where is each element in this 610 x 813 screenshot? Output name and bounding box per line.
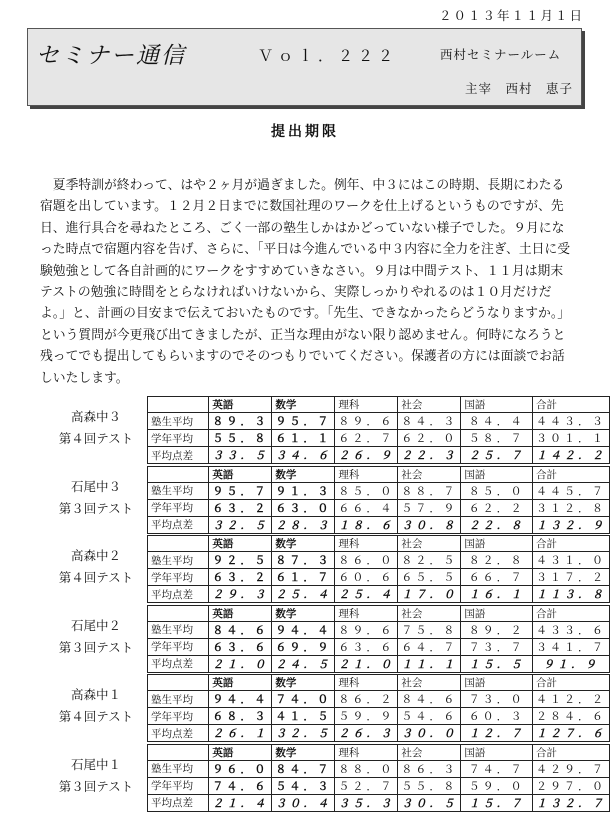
column-header: 数学 <box>272 536 335 552</box>
score-cell: ４１２．２ <box>533 691 610 708</box>
test-name: 第３回テスト <box>58 639 134 655</box>
score-cell: ４４３．３ <box>533 413 610 430</box>
test-name: 第４回テスト <box>58 570 134 585</box>
column-header: 数学 <box>272 744 335 760</box>
school-name: 石尾中１ <box>70 756 121 772</box>
score-cell: ５８．７ <box>461 430 533 447</box>
score-cell: ８６．０ <box>335 552 398 569</box>
article-paragraph: 夏季特訓が終わって、はや２ヶ月が過ぎました。例年、中３にはこの時期、長期にわたる宿題を出しています。１２月２日までに数国社理のワークを仕上げるというものですが、先日、進行具合を尋ねたところ、ごく一部の塾生しかはかどっていない様子でした。９月になった時点で宿題内容を告げ、さらに、「平日は今進んでいる中３内容に全力を注ぎ、土日に受験勉強として各自計画的にワークをすすめていきなさい。９月は中間テスト、１１月は期末テストの勉強に時間をとらなければいけないから、実際しっかりやれるのは１０月だけだよ。」と、計画の目安まで伝えておいたものです。「先生、できなかったらどうなりますか。」という質問が今更飛び出てきましたが、正当な理由がない限り認めません。何時になろうと残ってでも提出してもらいますのでそのつもりでいてください。保護者の方には面談でお話しいたします。 <box>40 178 571 386</box>
row-label: 平均点差 <box>148 794 209 811</box>
score-cell: ８２．８ <box>461 552 533 569</box>
score-cell: ４２９．７ <box>533 760 610 777</box>
score-cell: ４４５．７ <box>533 482 610 499</box>
table-row <box>148 447 610 464</box>
score-cell: ３１２．８ <box>533 499 610 516</box>
row-label: 塾生平均 <box>148 552 209 569</box>
column-header: 数学 <box>272 466 335 482</box>
column-header: 英語 <box>209 466 272 482</box>
score-cell: １５．７ <box>461 794 533 811</box>
volume-number: Ｖｏｌ．２２２ <box>258 47 399 65</box>
score-tables <box>0 396 610 813</box>
score-cell: １３２．９ <box>533 516 610 533</box>
score-cell: ９１．３ <box>272 482 335 499</box>
table-row <box>148 708 610 725</box>
column-header: 合計 <box>533 744 610 760</box>
row-label: 塾生平均 <box>148 621 209 638</box>
column-header: 英語 <box>209 744 272 760</box>
score-block <box>0 466 610 536</box>
column-header: 合計 <box>533 536 610 552</box>
score-cell: ２６．３ <box>335 725 398 742</box>
column-header: 合計 <box>533 675 610 691</box>
score-cell: ８５．０ <box>335 482 398 499</box>
director-name: 主宰 西村 恵子 <box>465 81 574 96</box>
score-cell: ８２．５ <box>398 552 461 569</box>
score-cell: ５９．９ <box>335 708 398 725</box>
header-blank-cell <box>148 536 209 552</box>
test-name: 第３回テスト <box>58 778 134 794</box>
column-header: 理科 <box>335 605 398 621</box>
column-header: 社会 <box>398 466 461 482</box>
score-cell: ３２．５ <box>272 725 335 742</box>
score-cell: ６３．２ <box>209 499 272 516</box>
score-cell: ３３．５ <box>209 447 272 464</box>
score-cell: ７４．６ <box>209 777 272 794</box>
column-header: 社会 <box>398 536 461 552</box>
table-row <box>148 691 610 708</box>
test-name: 第３回テスト <box>58 500 134 516</box>
school-name: 石尾中２ <box>70 617 121 633</box>
column-header: 理科 <box>335 536 398 552</box>
column-header: 理科 <box>335 466 398 482</box>
row-label: 平均点差 <box>148 586 209 603</box>
score-cell: ３０．４ <box>272 794 335 811</box>
column-header: 社会 <box>398 675 461 691</box>
table-header-row <box>148 397 610 413</box>
row-label: 塾生平均 <box>148 691 209 708</box>
score-table <box>147 674 610 742</box>
score-cell: ５５．８ <box>209 430 272 447</box>
column-header: 社会 <box>398 397 461 413</box>
score-cell: ９６．０ <box>209 760 272 777</box>
score-cell: ２９７．０ <box>533 777 610 794</box>
header-blank-cell <box>148 675 209 691</box>
score-cell: ６２．０ <box>398 430 461 447</box>
row-label: 塾生平均 <box>148 760 209 777</box>
score-cell: ２９．３ <box>209 586 272 603</box>
newsletter-title: セミナー通信 <box>36 43 186 69</box>
column-header: 国語 <box>461 466 533 482</box>
score-table <box>147 396 610 464</box>
column-header: 理科 <box>335 675 398 691</box>
score-cell: ８４．６ <box>209 621 272 638</box>
score-table <box>147 605 610 673</box>
score-cell: ３０．０ <box>398 725 461 742</box>
score-cell: ６１．７ <box>272 569 335 586</box>
score-cell: ９２．５ <box>209 552 272 569</box>
score-cell: ５４．３ <box>272 777 335 794</box>
score-cell: ６１．１ <box>272 430 335 447</box>
score-cell: １５．５ <box>461 655 533 672</box>
column-header: 社会 <box>398 605 461 621</box>
score-cell: ８９．６ <box>335 413 398 430</box>
column-header: 社会 <box>398 744 461 760</box>
row-label: 学年平均 <box>148 499 209 516</box>
score-cell: ９１．９ <box>533 655 610 672</box>
header-blank-cell <box>148 466 209 482</box>
table-row <box>148 552 610 569</box>
score-cell: ８５．０ <box>461 482 533 499</box>
score-cell: ２８４．６ <box>533 708 610 725</box>
score-cell: ６６．４ <box>335 499 398 516</box>
table-row <box>148 586 610 603</box>
column-header: 英語 <box>209 605 272 621</box>
table-row <box>148 794 610 811</box>
article-heading: 提出期限 <box>271 124 339 140</box>
column-header: 国語 <box>461 675 533 691</box>
score-cell: ６０．６ <box>335 569 398 586</box>
column-header: 英語 <box>209 397 272 413</box>
score-cell: １１３．８ <box>533 586 610 603</box>
column-header: 理科 <box>335 397 398 413</box>
score-cell: ２６．１ <box>209 725 272 742</box>
score-cell: ６３．０ <box>272 499 335 516</box>
score-cell: １１．１ <box>398 655 461 672</box>
header-blank-cell <box>148 605 209 621</box>
score-cell: ８８．０ <box>335 760 398 777</box>
column-header: 国語 <box>461 605 533 621</box>
score-cell: ８６．３ <box>398 760 461 777</box>
score-cell: ２１．４ <box>209 794 272 811</box>
score-cell: ２１．０ <box>209 655 272 672</box>
test-name: 第４回テスト <box>58 431 134 446</box>
table-header-row <box>148 744 610 760</box>
score-cell: ８４．６ <box>398 691 461 708</box>
row-label: 平均点差 <box>148 725 209 742</box>
score-cell: ９５．７ <box>272 413 335 430</box>
table-row <box>148 516 610 533</box>
score-cell: ６２．７ <box>335 430 398 447</box>
score-cell: ４３３．６ <box>533 621 610 638</box>
row-label: 平均点差 <box>148 516 209 533</box>
score-cell: ５５．８ <box>398 777 461 794</box>
score-cell: ３５．３ <box>335 794 398 811</box>
table-row <box>148 725 610 742</box>
score-cell: ４３１．０ <box>533 552 610 569</box>
row-label: 学年平均 <box>148 638 209 655</box>
score-cell: ２６．９ <box>335 447 398 464</box>
score-cell: ８９．３ <box>209 413 272 430</box>
score-cell: ２８．３ <box>272 516 335 533</box>
score-cell: ６３．６ <box>209 638 272 655</box>
row-label: 学年平均 <box>148 708 209 725</box>
table-header-row <box>148 605 610 621</box>
column-header: 合計 <box>533 605 610 621</box>
column-header: 数学 <box>272 675 335 691</box>
score-cell: ３２．５ <box>209 516 272 533</box>
score-cell: ９５．７ <box>209 482 272 499</box>
column-header: 国語 <box>461 397 533 413</box>
score-cell: １２．７ <box>461 725 533 742</box>
score-table <box>147 466 610 534</box>
column-header: 合計 <box>533 466 610 482</box>
table-row <box>148 655 610 672</box>
score-cell: ６４．７ <box>398 638 461 655</box>
score-cell: ６２．２ <box>461 499 533 516</box>
column-header: 英語 <box>209 536 272 552</box>
table-row <box>148 430 610 447</box>
score-cell: ５７．９ <box>398 499 461 516</box>
score-cell: ３０．８ <box>398 516 461 533</box>
row-label: 平均点差 <box>148 655 209 672</box>
score-cell: ７３．７ <box>461 638 533 655</box>
score-block <box>0 396 610 466</box>
score-cell: ４１．５ <box>272 708 335 725</box>
score-block <box>0 605 610 675</box>
score-cell: ６３．６ <box>335 638 398 655</box>
article-body <box>40 175 572 389</box>
table-header-row <box>148 675 610 691</box>
score-cell: １４２．２ <box>533 447 610 464</box>
score-cell: ２５．４ <box>272 586 335 603</box>
score-cell: ５２．７ <box>335 777 398 794</box>
score-cell: ７４．０ <box>272 691 335 708</box>
column-header: 国語 <box>461 744 533 760</box>
row-label: 学年平均 <box>148 777 209 794</box>
table-row <box>148 621 610 638</box>
column-header: 合計 <box>533 397 610 413</box>
score-cell: ６５．５ <box>398 569 461 586</box>
score-table <box>147 744 610 812</box>
score-cell: ３４．６ <box>272 447 335 464</box>
score-cell: ２４．５ <box>272 655 335 672</box>
score-block <box>0 535 610 605</box>
issue-date: ２０１３年１１月１日 <box>438 8 584 23</box>
column-header: 数学 <box>272 397 335 413</box>
test-name: 第４回テスト <box>58 709 134 724</box>
score-cell: １２７．６ <box>533 725 610 742</box>
score-cell: ２２．３ <box>398 447 461 464</box>
score-cell: ２２．８ <box>461 516 533 533</box>
school-name: 高森中１ <box>70 687 121 702</box>
table-row <box>148 482 610 499</box>
score-cell: ３４１．７ <box>533 638 610 655</box>
score-cell: ６３．２ <box>209 569 272 586</box>
column-header: 英語 <box>209 675 272 691</box>
school-name: 高森中３ <box>70 409 121 424</box>
newsletter-header <box>27 28 582 106</box>
header-blank-cell <box>148 744 209 760</box>
score-cell: ７４．７ <box>461 760 533 777</box>
score-cell: ８４．４ <box>461 413 533 430</box>
header-blank-cell <box>148 397 209 413</box>
table-row <box>148 760 610 777</box>
score-table <box>147 535 610 603</box>
table-row <box>148 569 610 586</box>
score-block <box>0 744 610 813</box>
score-cell: ５４．６ <box>398 708 461 725</box>
table-row <box>148 777 610 794</box>
school-name: 高森中２ <box>70 548 121 563</box>
score-cell: ８４．３ <box>398 413 461 430</box>
score-cell: ３１７．２ <box>533 569 610 586</box>
score-cell: ３０．５ <box>398 794 461 811</box>
organization-name: 西村セミナールーム <box>440 47 562 62</box>
table-row <box>148 638 610 655</box>
table-row <box>148 413 610 430</box>
column-header: 理科 <box>335 744 398 760</box>
score-cell: ５９．０ <box>461 777 533 794</box>
table-header-row <box>148 466 610 482</box>
column-header: 数学 <box>272 605 335 621</box>
score-cell: ８８．７ <box>398 482 461 499</box>
row-label: 塾生平均 <box>148 482 209 499</box>
score-cell: ８９．６ <box>335 621 398 638</box>
score-cell: ６８．３ <box>209 708 272 725</box>
score-cell: ６９．９ <box>272 638 335 655</box>
table-row <box>148 499 610 516</box>
score-cell: ９４．４ <box>209 691 272 708</box>
row-label: 学年平均 <box>148 430 209 447</box>
school-name: 石尾中３ <box>70 478 121 494</box>
score-cell: ２１．０ <box>335 655 398 672</box>
score-cell: ６６．７ <box>461 569 533 586</box>
score-cell: １６．１ <box>461 586 533 603</box>
score-cell: ６０．３ <box>461 708 533 725</box>
score-cell: ９４．４ <box>272 621 335 638</box>
score-cell: ２５．４ <box>335 586 398 603</box>
score-cell: １３２．７ <box>533 794 610 811</box>
column-header: 国語 <box>461 536 533 552</box>
score-cell: ８９．２ <box>461 621 533 638</box>
score-cell: ８４．７ <box>272 760 335 777</box>
row-label: 塾生平均 <box>148 413 209 430</box>
score-block <box>0 674 610 744</box>
score-cell: １８．６ <box>335 516 398 533</box>
row-label: 平均点差 <box>148 447 209 464</box>
score-cell: ８６．２ <box>335 691 398 708</box>
score-cell: ８７．３ <box>272 552 335 569</box>
row-label: 学年平均 <box>148 569 209 586</box>
score-cell: ２５．７ <box>461 447 533 464</box>
table-header-row <box>148 536 610 552</box>
score-cell: ７５．８ <box>398 621 461 638</box>
score-cell: ３０１．１ <box>533 430 610 447</box>
score-cell: ７３．０ <box>461 691 533 708</box>
score-cell: １７．０ <box>398 586 461 603</box>
